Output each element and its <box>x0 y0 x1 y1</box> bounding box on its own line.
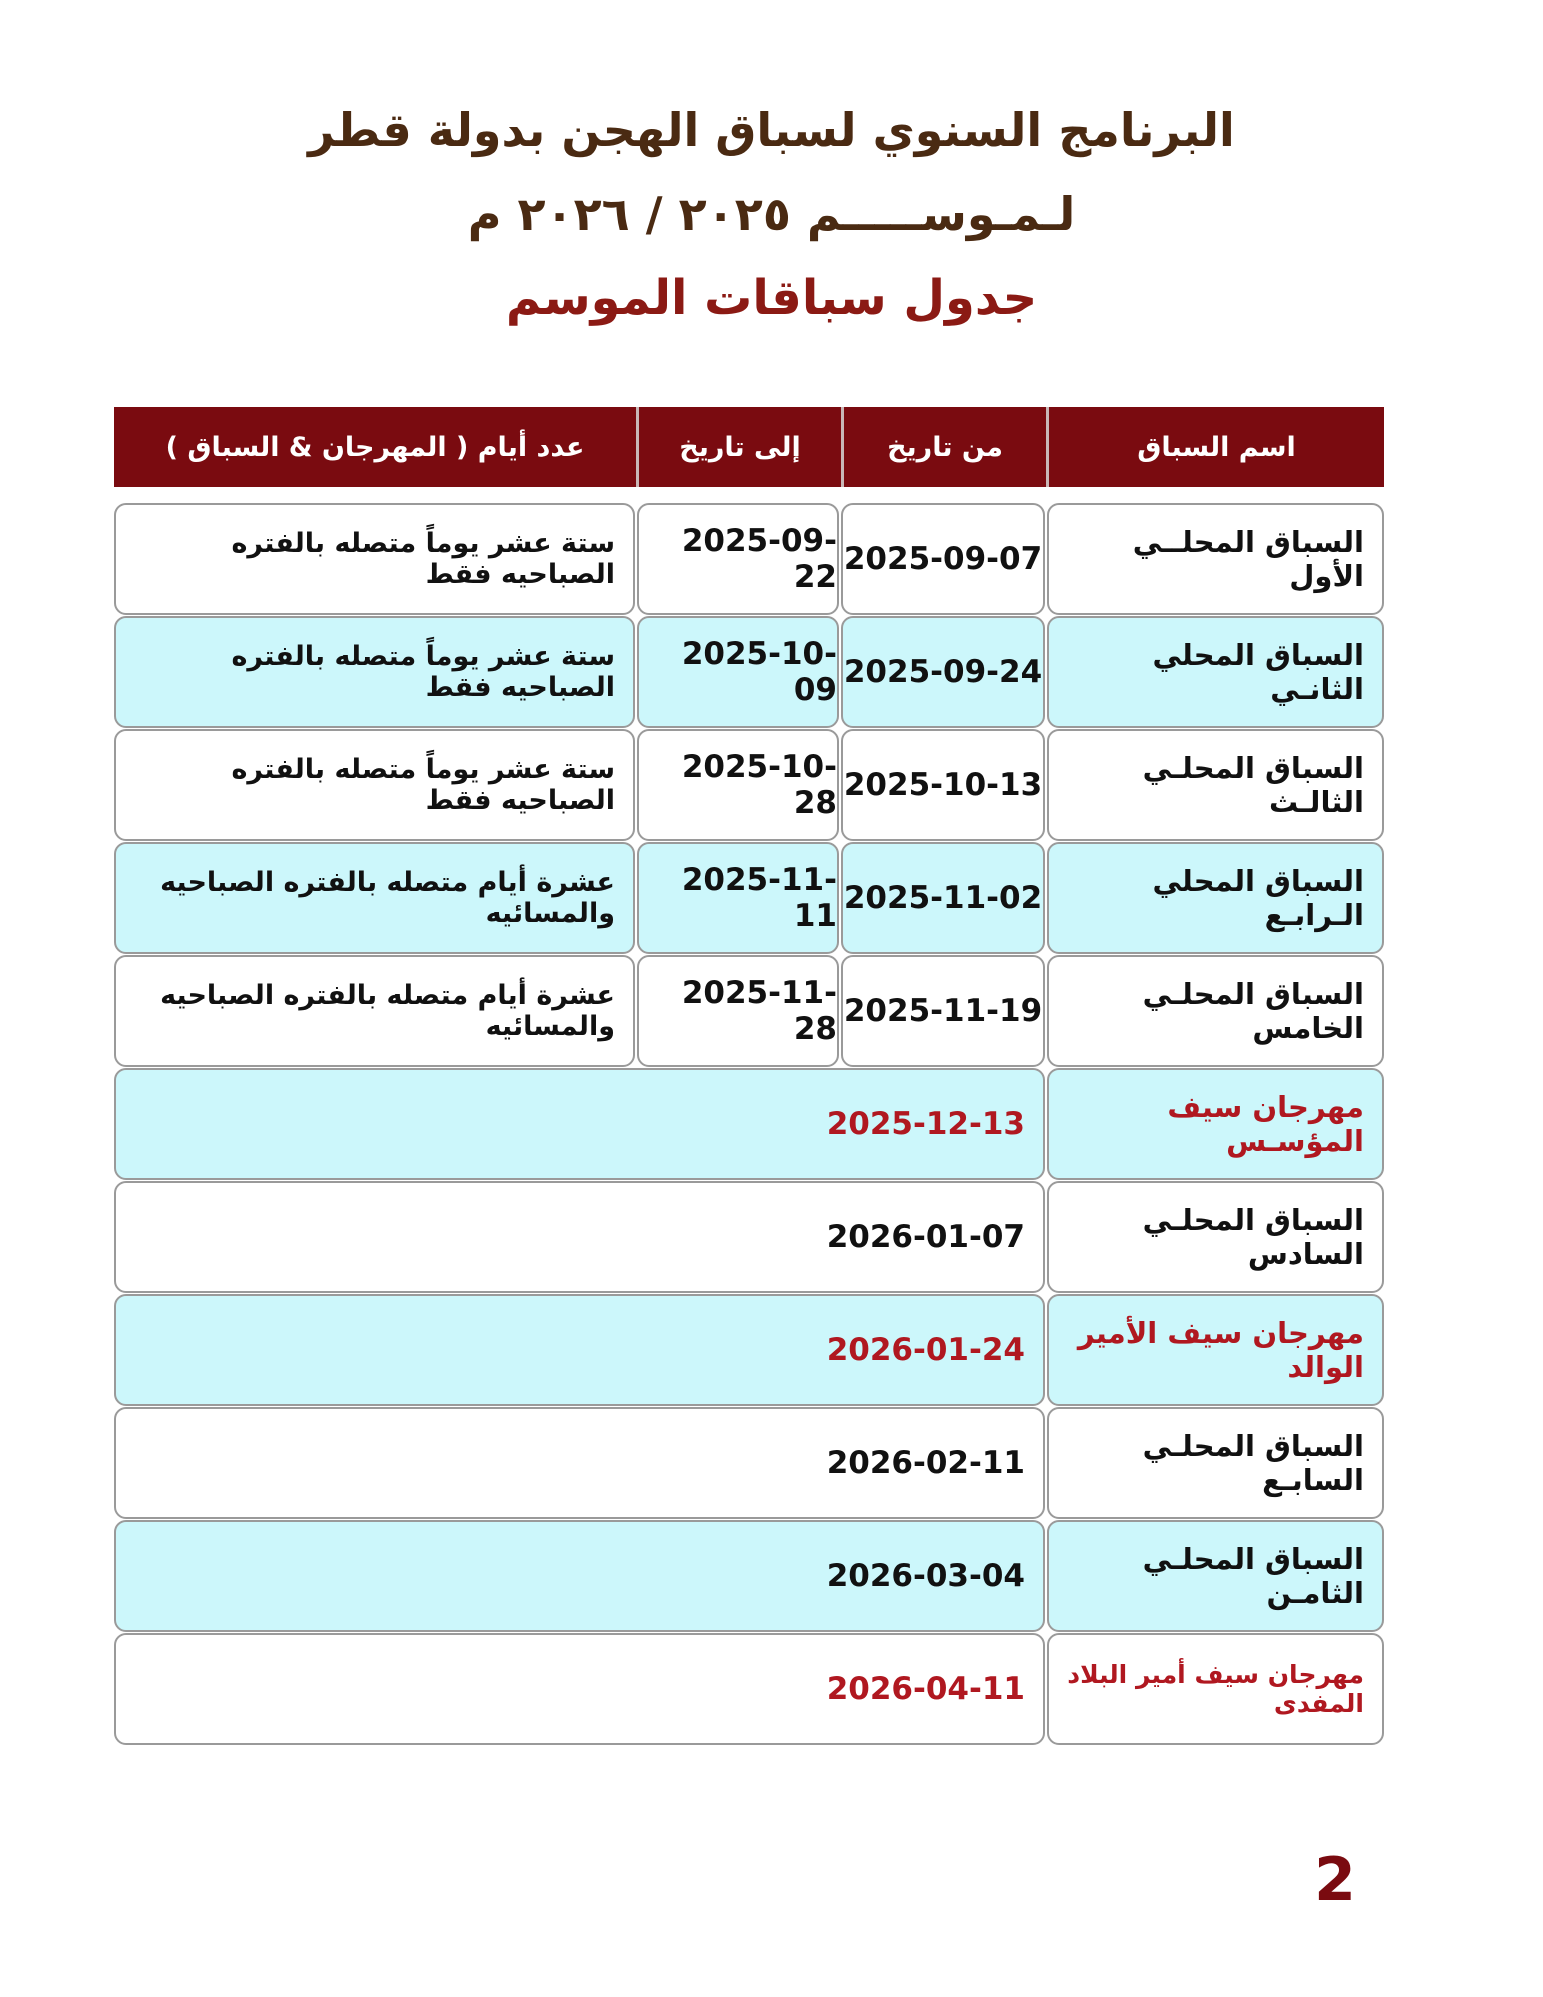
table-row <box>114 1520 1384 1632</box>
race-name-cell: السباق المحلـي السابـع <box>1047 1407 1384 1519</box>
to-date-cell: 2025-11-11 <box>637 842 839 954</box>
header-to-date: إلى تاريخ <box>636 407 841 487</box>
table-row <box>114 842 1384 954</box>
header-race-name: اسم السباق <box>1046 407 1384 487</box>
table-row <box>114 729 1384 841</box>
season-subtitle: لـمـوســـــم ٢٠٢٥ / ٢٠٢٦ م <box>467 187 1076 241</box>
from-date-cell: 2025-09-07 <box>841 503 1045 615</box>
header-days-count: عدد أيام ( المهرجان & السباق ) <box>165 431 585 463</box>
festival-name-cell: مهرجان سيف المؤسـس <box>1047 1068 1384 1180</box>
from-date-cell: 2025-11-19 <box>841 955 1045 1067</box>
days-cell: عشرة أيام متصله بالفتره الصباحيه والمسائيه <box>114 955 635 1067</box>
page-titles <box>0 88 1543 340</box>
race-name-cell: السباق المحلـي السادس <box>1047 1181 1384 1293</box>
festival-name-cell: مهرجان سيف الأمير الوالد <box>1047 1294 1384 1406</box>
festival-date-cell: 2026-04-11 <box>114 1633 1045 1745</box>
page-title: البرنامج السنوي لسباق الهجن بدولة قطر <box>308 103 1235 157</box>
table-row-festival <box>114 1068 1384 1180</box>
to-date-cell: 2025-09-22 <box>637 503 839 615</box>
race-date-cell: 2026-03-04 <box>114 1520 1045 1632</box>
header-from-date: من تاريخ <box>841 407 1046 487</box>
table-header <box>114 407 1384 487</box>
race-name-cell: السباق المحلـي الخامس <box>1047 955 1384 1067</box>
festival-name-cell: مهرجان سيف أمير البلاد المفدى <box>1047 1633 1384 1745</box>
race-name-cell: السباق المحلــي الأول <box>1047 503 1384 615</box>
race-name-cell: السباق المحلـي الثامـن <box>1047 1520 1384 1632</box>
table-row <box>114 1407 1384 1519</box>
race-date-cell: 2026-01-07 <box>114 1181 1045 1293</box>
days-cell: ستة عشر يوماً متصله بالفتره الصباحيه فقط <box>114 503 635 615</box>
to-date-cell: 2025-11-28 <box>637 955 839 1067</box>
days-cell: ستة عشر يوماً متصله بالفتره الصباحيه فقط <box>114 729 635 841</box>
table-row <box>114 955 1384 1067</box>
from-date-cell: 2025-09-24 <box>841 616 1045 728</box>
to-date-cell: 2025-10-28 <box>637 729 839 841</box>
page-number: 2 <box>1314 1845 1356 1915</box>
schedule-title: جدول سباقات الموسم <box>505 270 1038 326</box>
days-cell: ستة عشر يوماً متصله بالفتره الصباحيه فقط <box>114 616 635 728</box>
festival-date-cell: 2025-12-13 <box>114 1068 1045 1180</box>
from-date-cell: 2025-11-02 <box>841 842 1045 954</box>
festival-date-cell: 2026-01-24 <box>114 1294 1045 1406</box>
from-date-cell: 2025-10-13 <box>841 729 1045 841</box>
table-row-festival <box>114 1294 1384 1406</box>
race-name-cell: السباق المحلـي الثالـث <box>1047 729 1384 841</box>
table-row <box>114 1181 1384 1293</box>
race-date-cell: 2026-02-11 <box>114 1407 1045 1519</box>
race-name-cell: السباق المحلي الثانـي <box>1047 616 1384 728</box>
table-row <box>114 503 1384 615</box>
table-row-festival <box>114 1633 1384 1745</box>
table-row <box>114 616 1384 728</box>
to-date-cell: 2025-10-09 <box>637 616 839 728</box>
race-name-cell: السباق المحلي الـرابـع <box>1047 842 1384 954</box>
days-cell: عشرة أيام متصله بالفتره الصباحيه والمسائيه <box>114 842 635 954</box>
